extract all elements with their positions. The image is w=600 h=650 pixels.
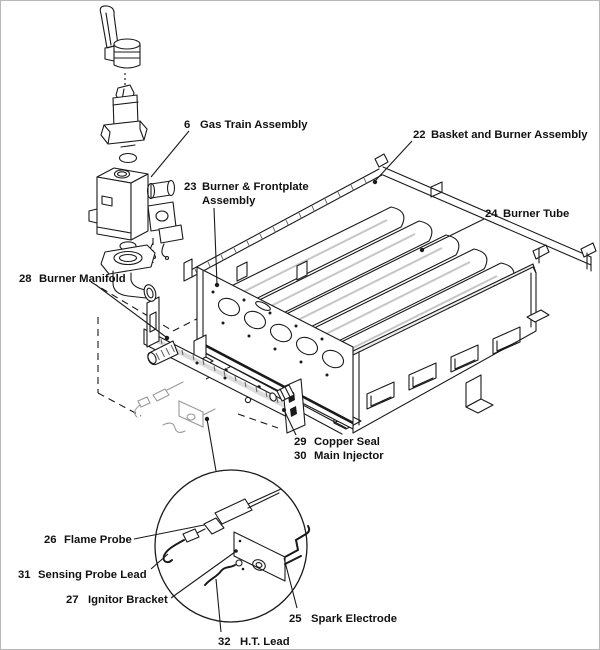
diagram-canvas <box>1 1 599 649</box>
part-label-6: 6 Gas Train Assembly <box>184 119 308 131</box>
part-label-25: 25 Spark Electrode <box>289 613 398 625</box>
detail-circle <box>155 470 309 622</box>
part-label-28: 28 Burner Manifold <box>19 273 126 285</box>
part-label-24: 24 Burner Tube <box>485 208 570 220</box>
ignition-parts-in-situ <box>135 382 216 471</box>
part-label-29: 29 Copper Seal <box>294 436 380 448</box>
part-label-30: 30 Main Injector <box>294 450 384 462</box>
gas-train-drawing <box>89 6 183 303</box>
part-label-27: 27 Ignitor Bracket <box>66 594 168 606</box>
part-label-23-line2: Assembly <box>202 195 256 207</box>
part-label-26: 26 Flame Probe <box>44 534 132 546</box>
part-label-32: 32 H.T. Lead <box>218 636 290 648</box>
part-label-22: 22 Basket and Burner Assembly <box>413 129 588 141</box>
part-label-23-line1: 23 Burner & Frontplate <box>184 181 309 193</box>
part-label-31: 31 Sensing Probe Lead <box>18 569 147 581</box>
